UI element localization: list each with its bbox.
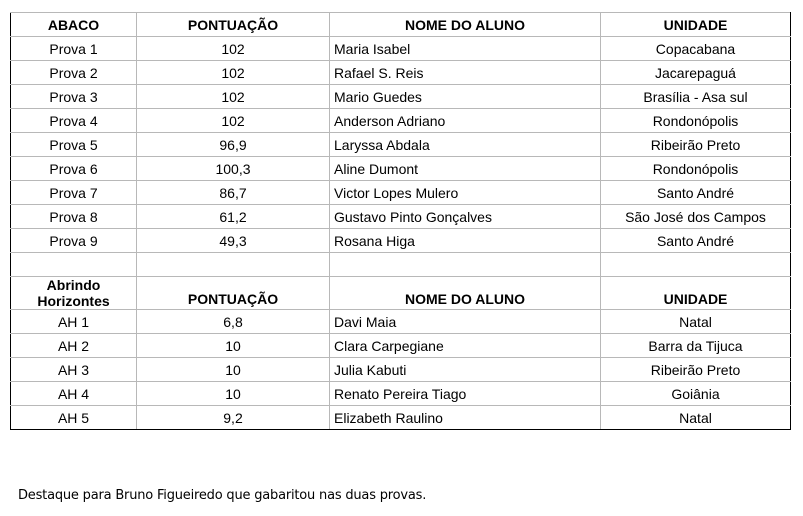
cell-pontuacao: 49,3 [137, 229, 330, 253]
cell-prova: Prova 3 [11, 85, 137, 109]
cell-nome: Renato Pereira Tiago [330, 382, 601, 406]
col-header-nome: NOME DO ALUNO [330, 277, 601, 310]
cell-pontuacao: 9,2 [137, 406, 330, 430]
cell-unidade: Rondonópolis [601, 109, 791, 133]
cell-prova: Prova 4 [11, 109, 137, 133]
col-header-abaco: ABACO [11, 13, 137, 37]
cell-unidade: Barra da Tijuca [601, 334, 791, 358]
cell-prova: Prova 7 [11, 181, 137, 205]
col-header-abrindo-horizontes [11, 277, 137, 310]
table-row [11, 334, 791, 358]
cell-prova: AH 3 [11, 358, 137, 382]
cell-unidade: Brasília - Asa sul [601, 85, 791, 109]
cell-pontuacao: 102 [137, 109, 330, 133]
abrindo-header-row [11, 277, 791, 310]
cell-pontuacao: 10 [137, 334, 330, 358]
table-row [11, 358, 791, 382]
cell-nome: Anderson Adriano [330, 109, 601, 133]
cell-prova: Prova 6 [11, 157, 137, 181]
cell-nome: Maria Isabel [330, 37, 601, 61]
cell-unidade: Santo André [601, 181, 791, 205]
table-row [11, 85, 791, 109]
cell-unidade: Goiânia [601, 382, 791, 406]
cell-pontuacao: 86,7 [137, 181, 330, 205]
spacer-cell [11, 253, 137, 277]
table-row [11, 109, 791, 133]
cell-prova: Prova 1 [11, 37, 137, 61]
col-header-unidade: UNIDADE [601, 13, 791, 37]
cell-nome: Rosana Higa [330, 229, 601, 253]
cell-prova: AH 5 [11, 406, 137, 430]
cell-unidade: Copacabana [601, 37, 791, 61]
spacer-row [11, 253, 791, 277]
cell-unidade: Ribeirão Preto [601, 133, 791, 157]
table-row [11, 61, 791, 85]
cell-nome: Davi Maia [330, 310, 601, 334]
table-row [11, 37, 791, 61]
cell-prova: AH 1 [11, 310, 137, 334]
table-row [11, 406, 791, 430]
table-row [11, 133, 791, 157]
cell-nome: Julia Kabuti [330, 358, 601, 382]
header-line: Abrindo [46, 277, 101, 293]
cell-unidade: Jacarepaguá [601, 61, 791, 85]
table-row [11, 157, 791, 181]
table-row [11, 205, 791, 229]
col-header-unidade: UNIDADE [601, 277, 791, 310]
cell-unidade: São José dos Campos [601, 205, 791, 229]
cell-nome: Rafael S. Reis [330, 61, 601, 85]
col-header-pontuacao: PONTUAÇÃO [137, 277, 330, 310]
cell-nome: Aline Dumont [330, 157, 601, 181]
spacer-cell [330, 253, 601, 277]
col-header-nome: NOME DO ALUNO [330, 13, 601, 37]
cell-pontuacao: 10 [137, 382, 330, 406]
cell-pontuacao: 100,3 [137, 157, 330, 181]
cell-prova: Prova 8 [11, 205, 137, 229]
cell-nome: Gustavo Pinto Gonçalves [330, 205, 601, 229]
cell-pontuacao: 96,9 [137, 133, 330, 157]
footnote: Destaque para Bruno Figueiredo que gabaritou nas duas provas. [18, 488, 427, 503]
cell-nome: Elizabeth Raulino [330, 406, 601, 430]
header-line: Horizontes [37, 293, 110, 309]
spacer-cell [137, 253, 330, 277]
cell-nome: Victor Lopes Mulero [330, 181, 601, 205]
results-table [10, 12, 791, 430]
cell-nome: Clara Carpegiane [330, 334, 601, 358]
cell-unidade: Natal [601, 406, 791, 430]
cell-unidade: Rondonópolis [601, 157, 791, 181]
cell-prova: Prova 5 [11, 133, 137, 157]
cell-prova: AH 4 [11, 382, 137, 406]
cell-unidade: Natal [601, 310, 791, 334]
table-row [11, 229, 791, 253]
cell-pontuacao: 10 [137, 358, 330, 382]
cell-pontuacao: 6,8 [137, 310, 330, 334]
cell-prova: Prova 2 [11, 61, 137, 85]
abaco-header-row [11, 13, 791, 37]
cell-pontuacao: 61,2 [137, 205, 330, 229]
cell-nome: Laryssa Abdala [330, 133, 601, 157]
cell-pontuacao: 102 [137, 85, 330, 109]
table-row [11, 382, 791, 406]
spacer-cell [601, 253, 791, 277]
cell-unidade: Ribeirão Preto [601, 358, 791, 382]
cell-prova: AH 2 [11, 334, 137, 358]
cell-prova: Prova 9 [11, 229, 137, 253]
col-header-pontuacao: PONTUAÇÃO [137, 13, 330, 37]
table-row [11, 310, 791, 334]
table-row [11, 181, 791, 205]
cell-pontuacao: 102 [137, 37, 330, 61]
cell-unidade: Santo André [601, 229, 791, 253]
cell-pontuacao: 102 [137, 61, 330, 85]
cell-nome: Mario Guedes [330, 85, 601, 109]
